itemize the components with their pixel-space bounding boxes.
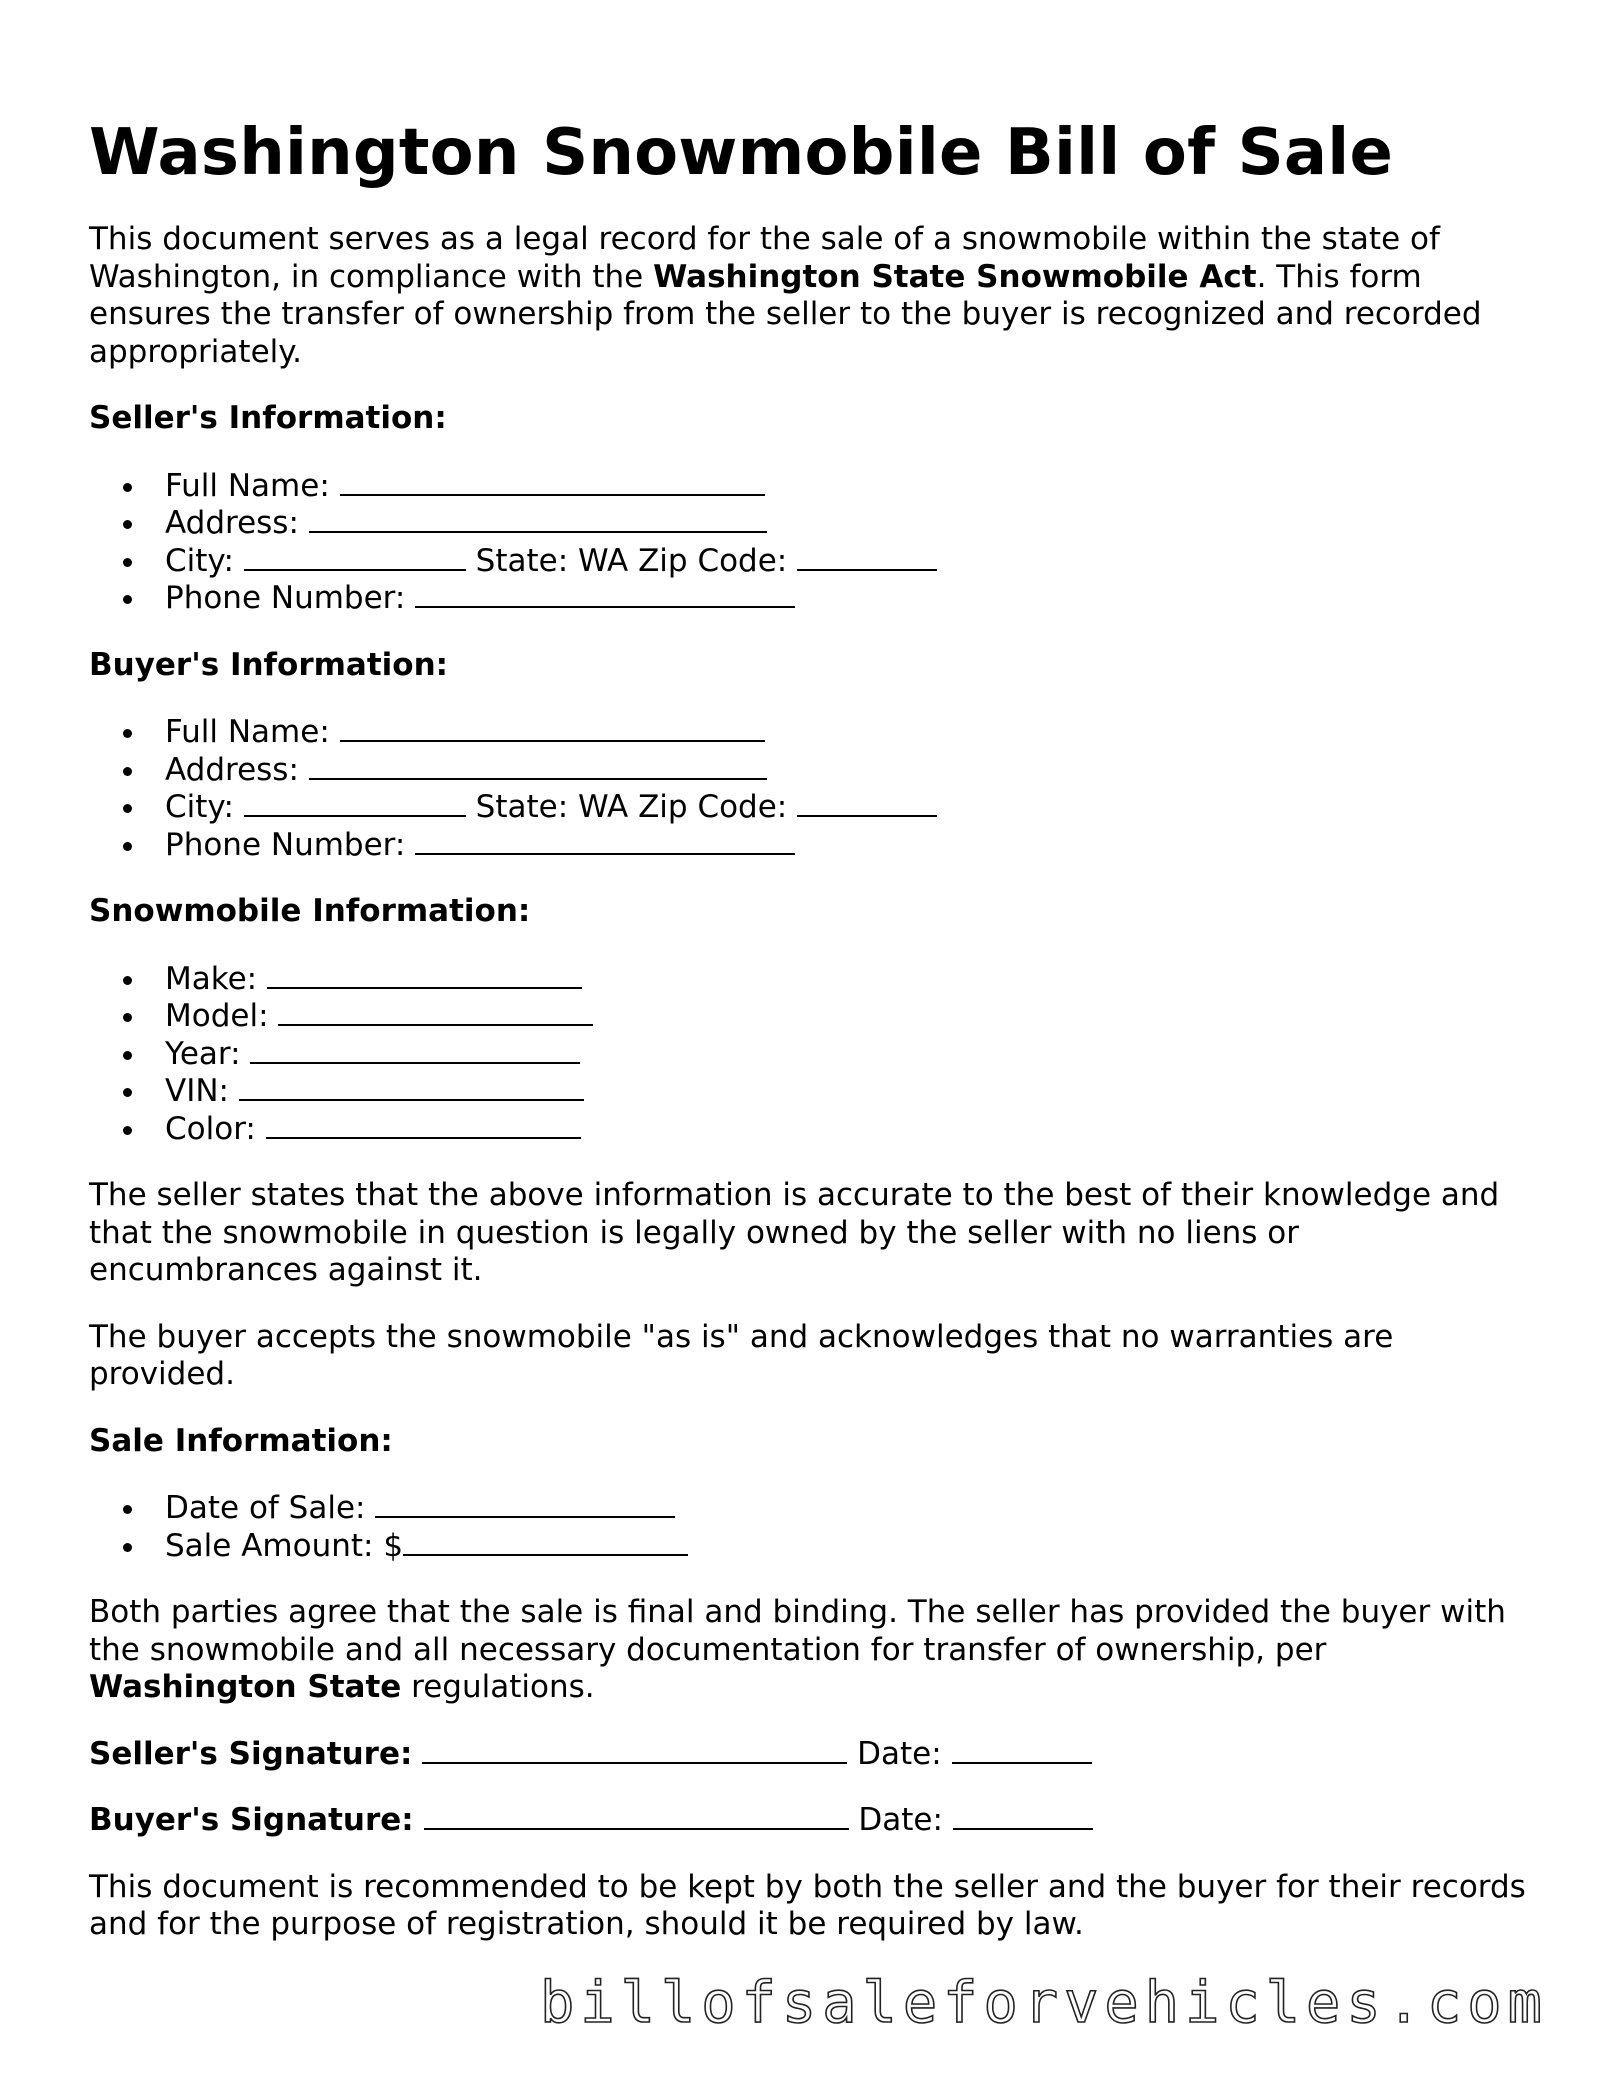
sale-amount-item (165, 1528, 1529, 1566)
seller-state-label: State: WA (475, 542, 629, 579)
buyer-signature-line (89, 1802, 1529, 1840)
buyer-state-label: State: WA (475, 789, 629, 825)
buyer-city-field[interactable] (244, 791, 466, 817)
snowmobile-info-list (89, 961, 1529, 1149)
buyer-phone-label: Phone Number: (165, 826, 406, 863)
seller-zip-label: Zip Code: (638, 542, 788, 579)
seller-address-field[interactable] (309, 507, 767, 533)
seller-address-item (165, 505, 1529, 543)
intro-text-1: This document serves as a legal record for the sale of a snowmobile within the state of Washington, in compliance with the (89, 221, 1440, 295)
buyer-city-item (165, 789, 1529, 827)
seller-signature-label: Seller's Signature: (89, 1735, 413, 1772)
buyer-address-label: Address: (165, 751, 299, 788)
snowmobile-vin-item (165, 1073, 1529, 1111)
buyer-date-label: Date: (858, 1802, 943, 1838)
seller-info-list (89, 468, 1529, 618)
sale-heading: Sale Information: (89, 1422, 393, 1459)
seller-date-label: Date: (857, 1735, 942, 1772)
snowmobile-make-item (165, 961, 1529, 999)
seller-city-item (165, 543, 1529, 581)
seller-full-name-item (165, 468, 1529, 506)
seller-signature-field[interactable] (422, 1738, 847, 1764)
buyer-heading: Buyer's Information: (89, 646, 449, 683)
snowmobile-vin-field[interactable] (239, 1075, 584, 1101)
intro-act-name: Washington State Snowmobile Act (653, 258, 1257, 295)
snowmobile-year-label: Year: (165, 1035, 241, 1072)
seller-signature-line (89, 1736, 1529, 1774)
snowmobile-vin-label: VIN: (165, 1073, 229, 1109)
buyer-address-item (165, 752, 1529, 790)
buyer-full-name-label: Full Name: (165, 714, 330, 750)
sale-amount-label: Sale Amount: $ (165, 1527, 404, 1564)
seller-phone-field[interactable] (415, 582, 795, 608)
snowmobile-color-field[interactable] (266, 1113, 581, 1139)
final-text-1: Both parties agree that the sale is final and binding. The seller has provided the buyer with the snowmobile and all necessary documentation for transfer of ownership, per (89, 1594, 1506, 1668)
buyer-phone-field[interactable] (415, 829, 795, 855)
snowmobile-year-field[interactable] (250, 1038, 580, 1064)
seller-address-label: Address: (165, 505, 299, 541)
buyer-signature-label: Buyer's Signature: (89, 1802, 414, 1838)
sale-date-label: Date of Sale: (165, 1490, 366, 1526)
seller-city-field[interactable] (244, 545, 466, 571)
seller-statement: The seller states that the above information is accurate to the best of their knowledge and that the snowmobile in question is legally owned by the seller with no liens or encumbrances against it. (89, 1177, 1500, 1288)
snowmobile-color-item (165, 1111, 1529, 1149)
snowmobile-model-field[interactable] (278, 1000, 593, 1026)
sale-info-list (89, 1490, 1529, 1565)
seller-full-name-label: Full Name: (165, 467, 330, 504)
seller-phone-item (165, 580, 1529, 618)
buyer-statement: The buyer accepts the snowmobile "as is" and acknowledges that no warranties are provided. (89, 1318, 1394, 1392)
document-page (89, 108, 1529, 1944)
seller-full-name-field[interactable] (340, 470, 765, 496)
document-title: Washington Snowmobile Bill of Sale (89, 116, 1394, 190)
watermark-text: billofsaleforvehicles.com (540, 1970, 1548, 2036)
buyer-info-list (89, 714, 1529, 864)
buyer-address-field[interactable] (309, 754, 767, 780)
buyer-date-field[interactable] (953, 1804, 1093, 1830)
sale-date-item (165, 1490, 1529, 1528)
intro-text-2: . This form ensures the transfer of ownership from the seller to the buyer is recognized and recorded appropriately. (89, 258, 1482, 370)
buyer-signature-field[interactable] (424, 1804, 849, 1830)
sale-amount-field[interactable] (403, 1530, 688, 1556)
snowmobile-make-field[interactable] (267, 963, 582, 989)
seller-city-label: City: (165, 542, 234, 579)
final-text-2: regulations. (401, 1669, 595, 1705)
seller-heading: Seller's Information: (89, 400, 447, 436)
snowmobile-model-item (165, 998, 1529, 1036)
final-state-name: Washington State (89, 1669, 402, 1705)
final-paragraph (89, 1594, 1529, 1707)
snowmobile-heading: Snowmobile Information: (89, 893, 531, 929)
seller-phone-label: Phone Number: (165, 580, 406, 616)
buyer-full-name-field[interactable] (340, 716, 765, 742)
closing-paragraph: This document is recommended to be kept by both the seller and the buyer for their records and for the purpose of registration, should it be required by law. (89, 1868, 1526, 1942)
buyer-zip-field[interactable] (797, 791, 937, 817)
buyer-phone-item (165, 827, 1529, 865)
seller-date-field[interactable] (952, 1738, 1092, 1764)
intro-paragraph (89, 221, 1529, 371)
snowmobile-color-label: Color: (165, 1110, 256, 1147)
buyer-zip-label: Zip Code: (638, 789, 788, 825)
buyer-city-label: City: (165, 789, 234, 825)
buyer-full-name-item (165, 714, 1529, 752)
seller-zip-field[interactable] (797, 545, 937, 571)
sale-date-field[interactable] (375, 1492, 675, 1518)
snowmobile-model-label: Model: (165, 998, 269, 1034)
snowmobile-year-item (165, 1036, 1529, 1074)
snowmobile-make-label: Make: (165, 960, 258, 997)
